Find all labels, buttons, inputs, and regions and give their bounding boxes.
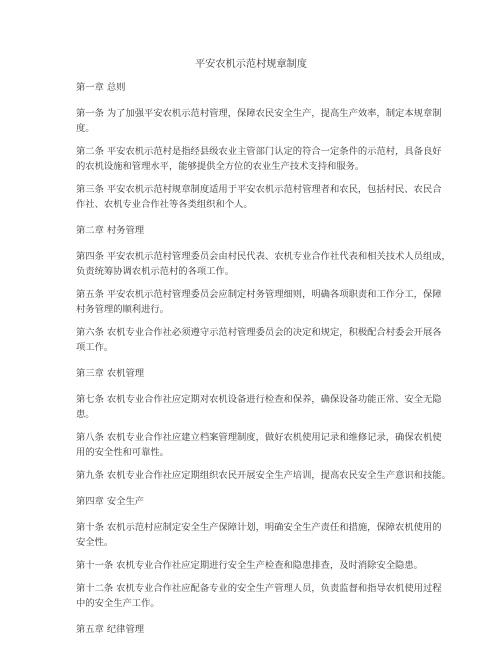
article-paragraph: 第十条 农机示范村应制定安全生产保障计划，明确安全生产责任和措施，保障农机使用的 安全性。 — [76, 522, 442, 548]
article-paragraph: 第二条 平安农机示范村是指经县级农业主管部门认定的符合一定条件的示范村，具备良好 的农机设施和管理水平，能够提供全方位的农业生产技术支持和服务。 — [76, 146, 442, 172]
article-paragraph: 第四条 平安农机示范村管理委员会由村民代表、农机专业合作社代表和相关技术人员组成， 负责统筹协调农机示范村的各项工作。 — [76, 251, 451, 277]
chapter-heading: 第一章 总则 — [76, 82, 126, 93]
article-paragraph: 第一条 为了加强平安农机示范村管理，保障农民安全生产，提高生产效率，制定本规章制 度。 — [76, 108, 442, 134]
article-paragraph: 第十二条 农机专业合作社应配备专业的安全生产管理人员，负责监督和指导农机使用过程 中的安全生产工作。 — [76, 583, 442, 609]
document-body — [76, 80, 451, 637]
article-paragraph: 第三条 平安农机示范村规章制度适用于平安农机示范村管理者和农民，包括村民、农民合 作社、农机专业合作社等各类组织和个人。 — [76, 184, 442, 210]
article-paragraph: 第八条 农机专业合作社应建立档案管理制度，做好农机使用记录和维修记录，确保农机使 用的安全性和可靠性。 — [76, 432, 442, 458]
chapter-heading: 第二章 村务管理 — [76, 225, 145, 236]
article-paragraph: 第七条 农机专业合作社应定期对农机设备进行检查和保养，确保设备功能正常、安全无隐 患。 — [76, 394, 442, 420]
article-paragraph: 第十一条 农机专业合作社应定期进行安全生产检查和隐患排查，及时消除安全隐患。 — [76, 560, 423, 571]
chapter-heading: 第三章 农机管理 — [76, 368, 145, 379]
document-title: 平安农机示范村规章制度 — [194, 59, 308, 70]
article-paragraph: 第六条 农机专业合作社必须遵守示范村管理委员会的决定和规定，积极配合村委会开展各 项工作。 — [76, 327, 442, 353]
article-paragraph: 第九条 农机专业合作社应定期组织农民开展安全生产培训，提高农民安全生产意识和技能。 — [76, 470, 451, 481]
article-paragraph: 第五条 平安农机示范村管理委员会应制定村务管理细则，明确各项职责和工作分工，保障 村务管理的顺利进行。 — [76, 289, 442, 315]
chapter-heading: 第五章 纪律管理 — [76, 624, 145, 635]
chapter-heading: 第四章 安全生产 — [76, 496, 145, 507]
